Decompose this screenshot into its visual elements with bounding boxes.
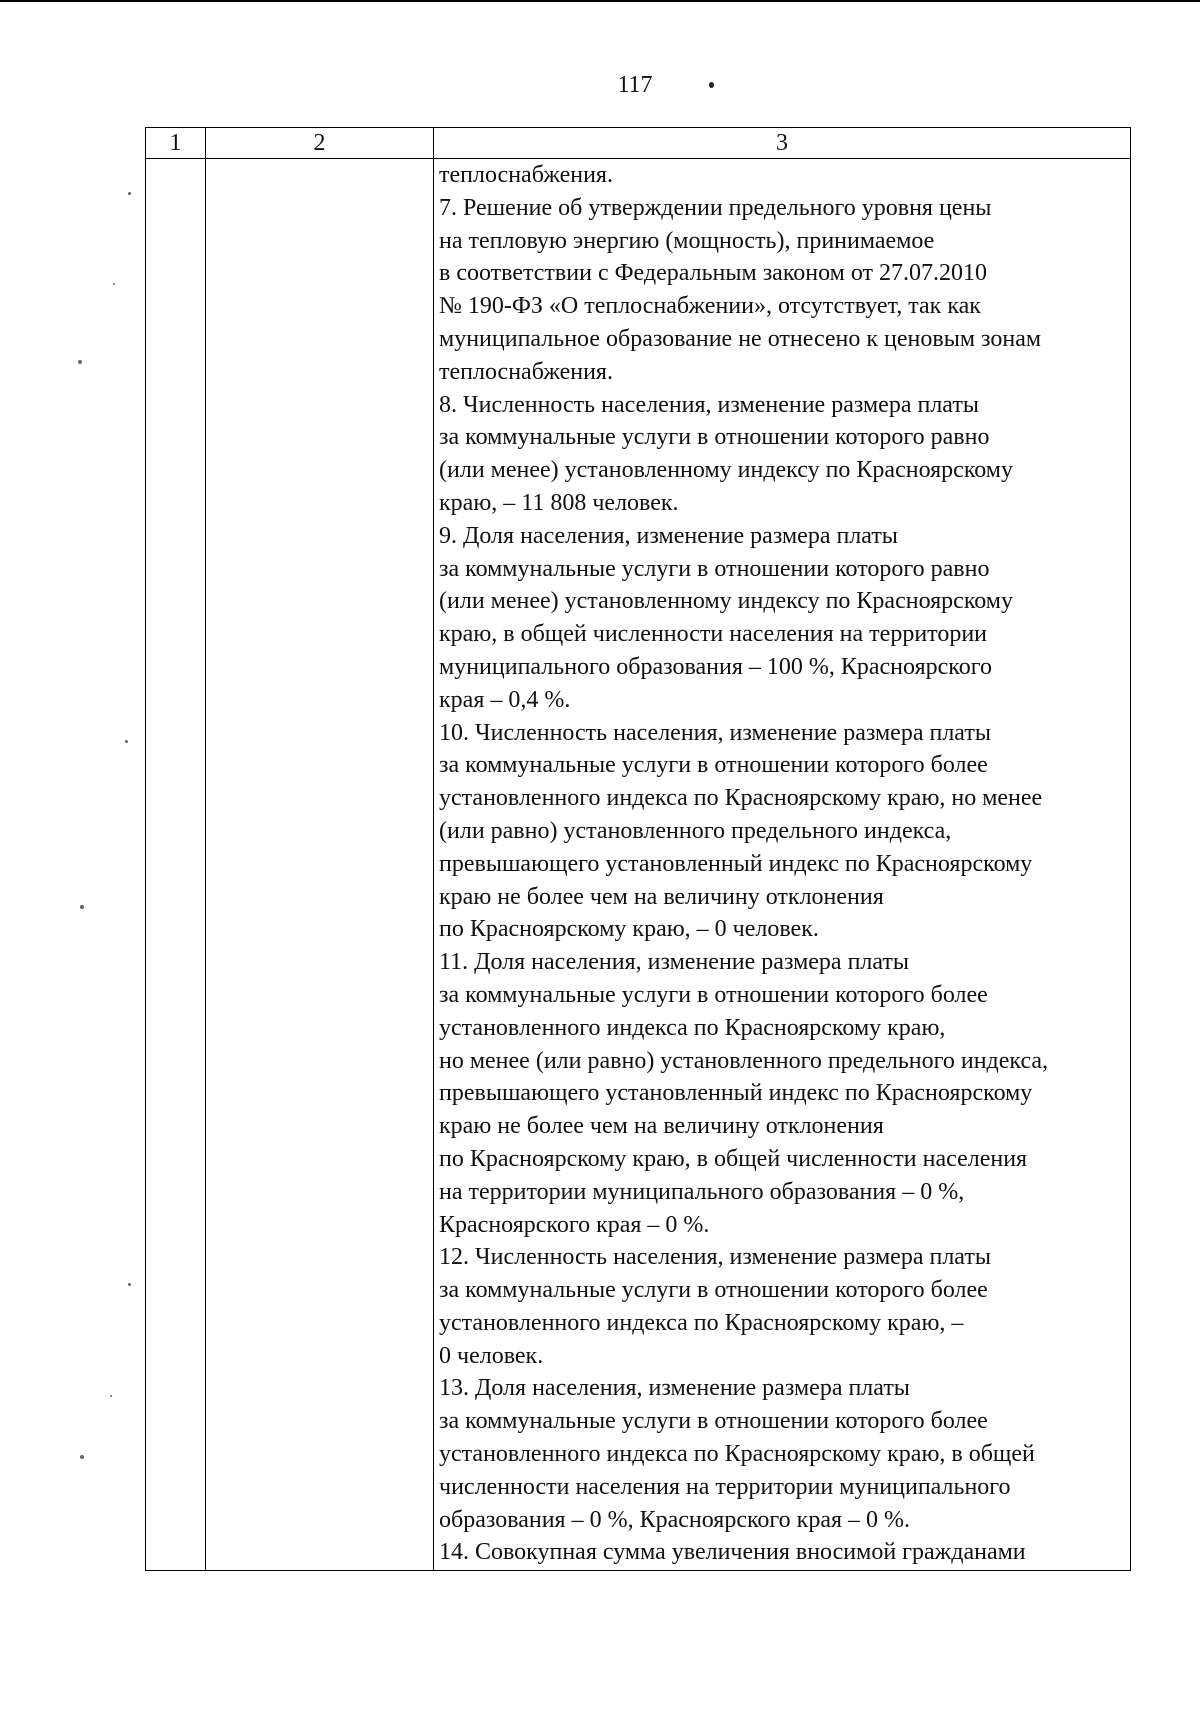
text-line: образования – 0 %, Красноярского края – 0 %. — [439, 1506, 911, 1533]
text-line: за коммунальные услуги в отношении которого равно — [439, 555, 990, 582]
text-line: (или менее) установленному индексу по Красноярскому — [439, 588, 1013, 615]
text-line: теплоснабжения. — [439, 162, 613, 188]
table-row — [146, 159, 1131, 1571]
text-line: на территории муниципального образования – 0 %, — [439, 1178, 965, 1205]
scan-top-edge — [0, 0, 1200, 2]
text-line: численности населения на территории муниципального — [439, 1473, 1011, 1500]
text-line: установленного индекса по Красноярскому краю, – — [439, 1309, 964, 1336]
column-header-3: 3 — [434, 128, 1131, 159]
scan-speck — [110, 1395, 112, 1397]
text-line: 14. Совокупная сумма увеличения вносимой гражданами — [439, 1539, 1026, 1566]
document-table — [145, 127, 1131, 1571]
text-line: но менее (или равно) установленного предельного индекса, — [439, 1047, 1049, 1074]
text-line: установленного индекса по Красноярскому краю, в общей — [439, 1441, 1035, 1468]
column-header-2: 2 — [206, 128, 434, 159]
scan-mark — [709, 82, 714, 88]
text-line: в соответствии с Федеральным законом от 27.07.2010 — [439, 260, 988, 287]
text-line: за коммунальные услуги в отношении которого более — [439, 1408, 988, 1435]
scan-speck — [78, 360, 82, 364]
scan-speck — [80, 905, 84, 909]
column-header-1: 1 — [146, 128, 206, 159]
text-line: (или равно) установленного предельного индекса, — [439, 817, 952, 844]
column-2-cell — [206, 159, 434, 1571]
text-line: краю, – 11 808 человек. — [439, 489, 679, 516]
scan-speck — [113, 283, 115, 285]
text-line: краю не более чем на величину отклонения — [439, 883, 884, 910]
text-line: (или менее) установленному индексу по Красноярскому — [439, 457, 1013, 484]
text-line: 10. Численность населения, изменение размера платы — [439, 719, 991, 746]
column-3-text — [434, 159, 1130, 1569]
text-line: 11. Доля населения, изменение размера платы — [439, 949, 910, 976]
text-line: 0 человек. — [439, 1342, 544, 1369]
scan-speck — [80, 1455, 84, 1459]
text-line: 13. Доля населения, изменение размера платы — [439, 1375, 910, 1402]
table-header-row — [146, 128, 1131, 159]
text-line: установленного индекса по Красноярскому краю, но менее — [439, 785, 1043, 812]
text-line: теплоснабжения. — [439, 358, 613, 385]
text-line: 12. Численность населения, изменение размера платы — [439, 1244, 991, 1271]
scan-speck — [128, 1283, 131, 1286]
column-1-cell — [146, 159, 206, 1571]
text-line: превышающего установленный индекс по Красноярскому — [439, 850, 1033, 877]
text-line: муниципального образования – 100 %, Красноярского — [439, 653, 992, 680]
text-line: за коммунальные услуги в отношении которого более — [439, 752, 988, 779]
text-line: 7. Решение об утверждении предельного уровня цены — [439, 194, 992, 221]
text-line: по Красноярскому краю, в общей численности населения — [439, 1145, 1028, 1172]
column-3-cell — [434, 159, 1131, 1571]
text-line: превышающего установленный индекс по Красноярскому — [439, 1080, 1033, 1107]
text-line: краю, в общей численности населения на территории — [439, 621, 988, 648]
text-line: установленного индекса по Красноярскому краю, — [439, 1014, 946, 1041]
text-line: муниципальное образование не отнесено к ценовым зонам — [439, 325, 1042, 352]
text-line: 9. Доля населения, изменение размера платы — [439, 522, 898, 549]
page-number: 117 — [617, 72, 653, 98]
text-line: за коммунальные услуги в отношении которого более — [439, 1277, 988, 1304]
text-line: края – 0,4 %. — [439, 686, 571, 713]
text-line: 8. Численность населения, изменение размера платы — [439, 391, 979, 418]
text-line: за коммунальные услуги в отношении которого равно — [439, 424, 990, 451]
text-line: по Красноярскому краю, – 0 человек. — [439, 916, 819, 943]
text-line: Красноярского края – 0 %. — [439, 1211, 710, 1238]
text-line: краю не более чем на величину отклонения — [439, 1113, 884, 1140]
text-line: № 190-ФЗ «О теплоснабжении», отсутствует, так как — [439, 293, 981, 320]
text-line: за коммунальные услуги в отношении которого более — [439, 981, 988, 1008]
scan-speck — [128, 192, 131, 195]
text-line: на тепловую энергию (мощность), принимаемое — [439, 227, 935, 254]
scan-speck — [125, 740, 128, 743]
